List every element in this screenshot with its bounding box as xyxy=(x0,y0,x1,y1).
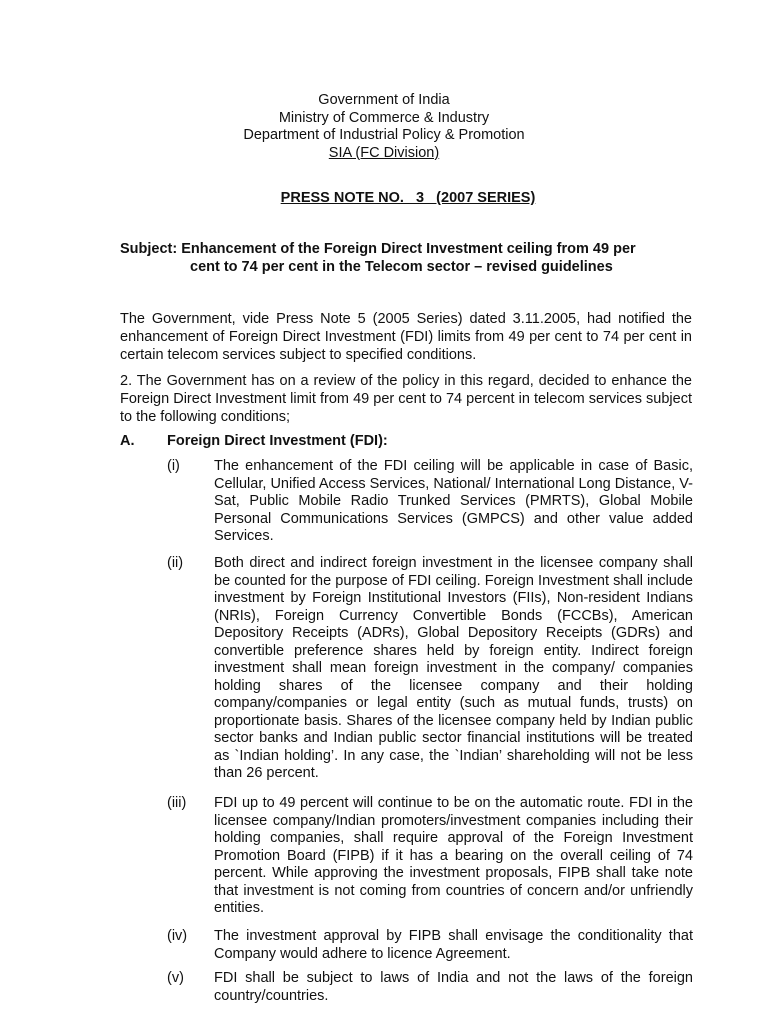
header-ministry: Ministry of Commerce & Industry xyxy=(278,109,490,126)
list-item-ii xyxy=(167,555,693,783)
header-government: Government of India xyxy=(318,92,450,108)
list-item-text: The investment approval by FIPB shall envisage the conditionality that Company would adhere to licence Agreement. xyxy=(214,928,693,962)
list-item-iii xyxy=(167,795,693,918)
list-item-number: (i) xyxy=(167,458,180,474)
paragraph-1: The Government, vide Press Note 5 (2005 Series) dated 3.11.2005, had notified the enhancement of Foreign Direct Investment (FDI) limits from 49 per cent to 74 per cent in certain telecom services subject to specified conditions. xyxy=(120,311,692,363)
subject-line-1: Subject: Enhancement of the Foreign Direct Investment ceiling from 49 per xyxy=(120,241,636,257)
header-department: Department of Industrial Policy & Promotion xyxy=(243,127,525,143)
subject-heading xyxy=(120,240,680,276)
list-item-number: (iii) xyxy=(167,795,187,811)
list-item-iv xyxy=(167,928,693,963)
header-division: SIA (FC Division) xyxy=(328,144,440,161)
list-item-number: (iv) xyxy=(167,928,188,944)
list-item-text: FDI shall be subject to laws of India and not the laws of the foreign country/countries. xyxy=(214,970,693,1004)
paragraph-2: 2. The Government has on a review of the policy in this regard, decided to enhance the Foreign Direct Investment limit from 49 per cent to 74 percent in telecom services subject to the following conditions; xyxy=(120,373,692,425)
subject-line-2: cent to 74 per cent in the Telecom sector – revised guidelines xyxy=(190,259,613,275)
list-item-v xyxy=(167,970,693,1005)
list-item-i xyxy=(167,458,693,546)
list-item-text: Both direct and indirect foreign investment in the licensee company shall be counted for the purpose of FDI ceiling. Foreign Investment shall include investment by Foreign Institutional Investors (FIIs), Non-resident Indians (NRIs), Foreign Currency Convertible Bonds (FCCBs), American Depository Receipts (ADRs), Global Depository Receipts (GDRs) and convertible preference shares held by foreign entity. Indirect foreign investment shall mean foreign investment in the company/ companies holding shares of the licensee company and their holding company/companies or legal entity (such as mutual funds, trusts) on proportionate basis. Shares of the licensee company held by Indian public sector banks and Indian public sector financial institutions will be treated as `Indian holding’. In any case, the `Indian’ shareholding will not be less than 26 percent. xyxy=(214,555,693,781)
list-item-text: FDI up to 49 percent will continue to be on the automatic route. FDI in the licensee company/Indian promoters/investment companies including their holding companies, shall require approval of the Foreign Investment Promotion Board (FIPB) if it has a bearing on the overall ceiling of 74 percent. While approving the investment proposals, FIPB shall take note that investment is not coming from countries of concern and/or unfriendly entities. xyxy=(214,795,693,916)
list-item-text: The enhancement of the FDI ceiling will be applicable in case of Basic, Cellular, Unified Access Services, National/ International Long Distance, V-Sat, Public Mobile Radio Trunked Services (PMRTS), Global Mobile Personal Communications Services (GMPCS) and other value added Services. xyxy=(214,458,693,544)
section-a-heading xyxy=(120,433,388,449)
press-note-title: PRESS NOTE NO. 3 (2007 SERIES) xyxy=(280,190,536,206)
section-a-letter: A. xyxy=(120,433,135,449)
list-item-number: (v) xyxy=(167,970,184,986)
list-item-number: (ii) xyxy=(167,555,184,571)
section-a-title: Foreign Direct Investment (FDI): xyxy=(167,433,388,449)
document-header xyxy=(0,92,768,162)
